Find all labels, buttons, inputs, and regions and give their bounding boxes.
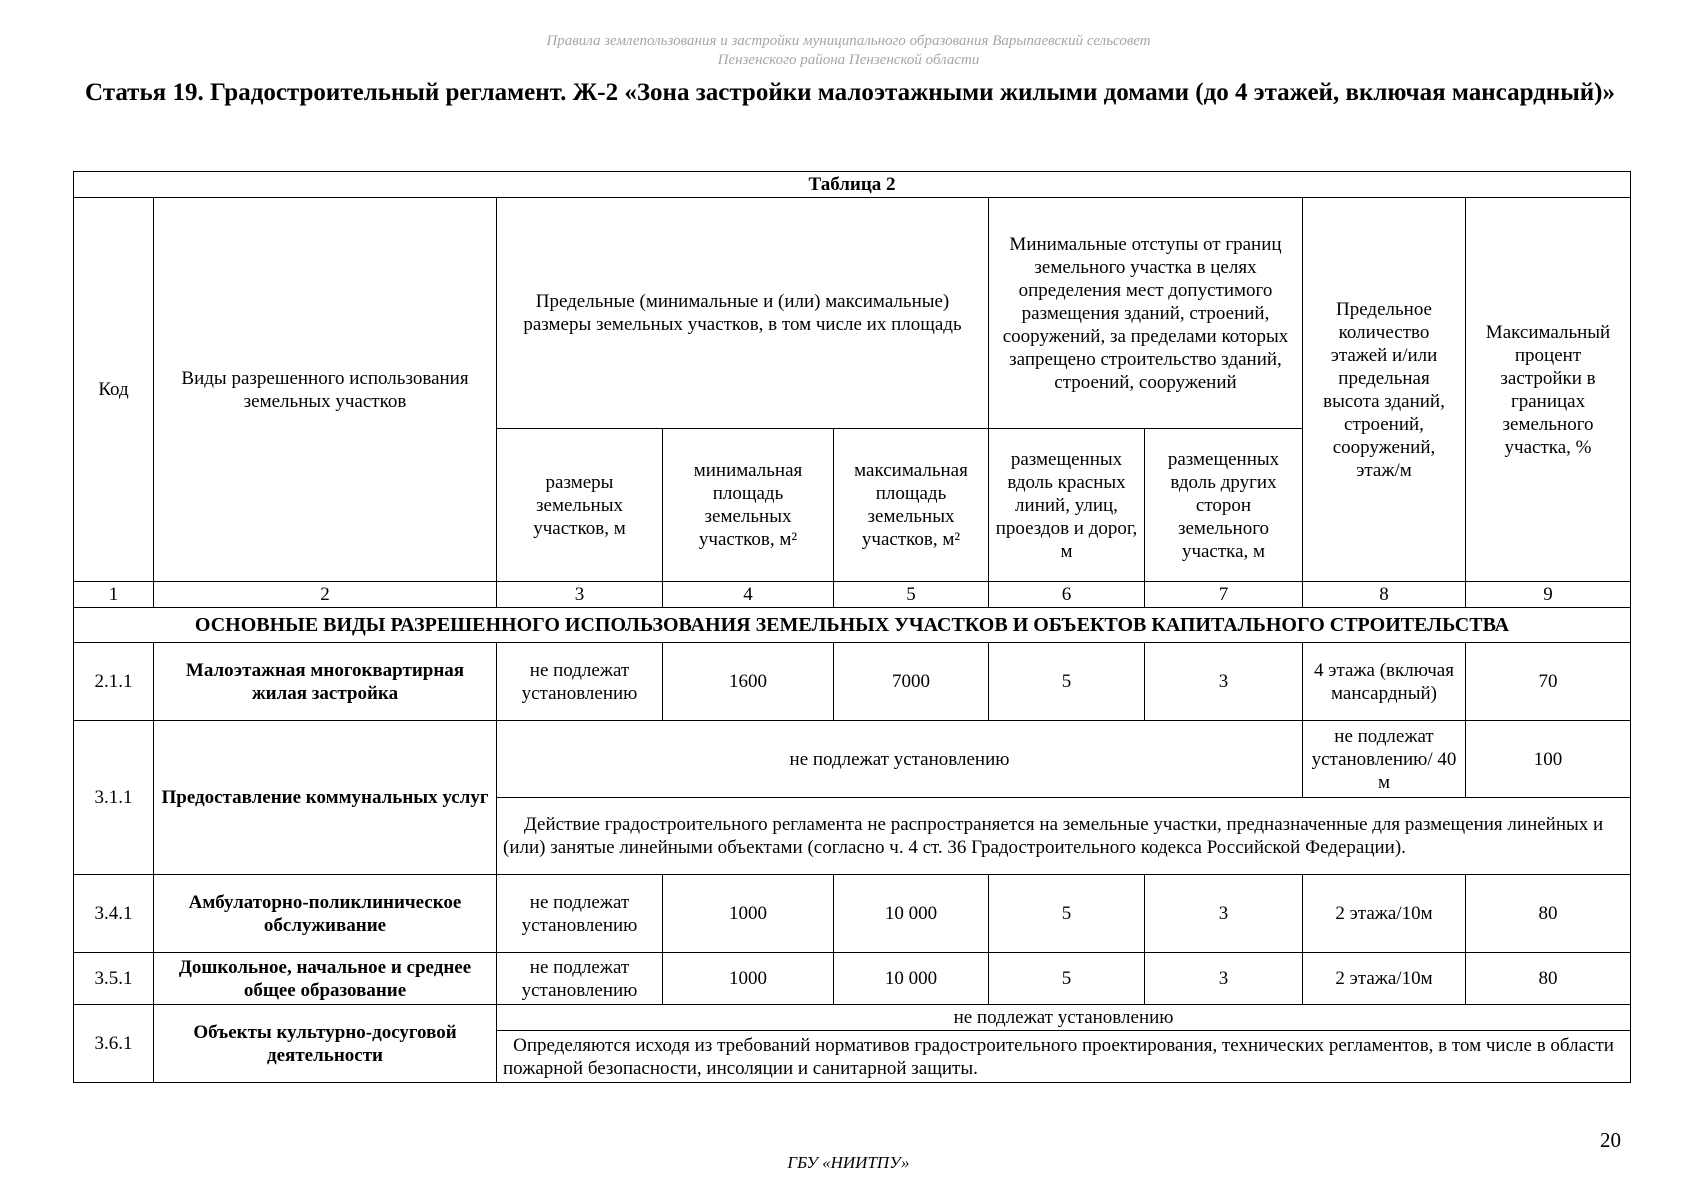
row-use-name: Малоэтажная многоквартирная жилая застройка [154, 643, 497, 721]
row-coverage: 80 [1466, 875, 1631, 953]
document-running-header [0, 32, 1697, 70]
column-number: 4 [663, 582, 834, 608]
row-code: 3.6.1 [74, 1005, 154, 1083]
row-offset-red-lines: 5 [989, 875, 1145, 953]
row-min-area: 1600 [663, 643, 834, 721]
header-code: Код [74, 198, 154, 582]
column-number: 3 [497, 582, 663, 608]
row-min-area: 1000 [663, 875, 834, 953]
row-code: 3.5.1 [74, 953, 154, 1005]
row-use-name: Объекты культурно-досуговой деятельности [154, 1005, 497, 1083]
column-number: 7 [1145, 582, 1303, 608]
column-number: 8 [1303, 582, 1466, 608]
row-floors: 2 этажа/10м [1303, 953, 1466, 1005]
row-code: 3.1.1 [74, 721, 154, 875]
header-min-area: минимальная площадь земельных участков, м² [663, 429, 834, 582]
row-offset-red-lines: 5 [989, 643, 1145, 721]
column-number: 9 [1466, 582, 1631, 608]
row-floors: 4 этажа (включая мансардный) [1303, 643, 1466, 721]
header-floors: Предельное количество этажей и/или предельная высота зданий, строений, сооружений, этаж/м [1303, 198, 1466, 582]
row-plot-size: не подлежат установлению [497, 953, 663, 1005]
header-plot-parameters: Предельные (минимальные и (или) максимальные) размеры земельных участков, в том числе их площадь [497, 198, 989, 429]
article-title: Статья 19. Градостроительный регламент. Ж-2 «Зона застройки малоэтажными жилыми домами (до 4 этажей, включая мансардный)» [85, 79, 1615, 106]
row-use-name: Предоставление коммунальных услуг [154, 721, 497, 875]
table-row [74, 1005, 1631, 1031]
row-code: 3.4.1 [74, 875, 154, 953]
header-max-area: максимальная площадь земельных участков, м² [834, 429, 989, 582]
row-min-area: 1000 [663, 953, 834, 1005]
row-max-area: 7000 [834, 643, 989, 721]
header-offset-other: размещенных вдоль других сторон земельного участка, м [1145, 429, 1303, 582]
row-merged-value: не подлежат установлению [497, 721, 1303, 798]
header-plot-size: размеры земельных участков, м [497, 429, 663, 582]
running-header-line-1: Правила землепользования и застройки муниципального образования Варыпаевский сельсовет [546, 33, 1151, 49]
row-code: 2.1.1 [74, 643, 154, 721]
header-coverage: Максимальный процент застройки в границах земельного участка, % [1466, 198, 1631, 582]
row-offset-red-lines: 5 [989, 953, 1145, 1005]
row-floors: 2 этажа/10м [1303, 875, 1466, 953]
table-row [74, 721, 1631, 798]
row-coverage: 80 [1466, 953, 1631, 1005]
row-max-area: 10 000 [834, 953, 989, 1005]
header-use: Виды разрешенного использования земельных участков [154, 198, 497, 582]
table-row [74, 643, 1631, 721]
row-note: Действие градостроительного регламента не распространяется на земельные участки, предназначенные для размещения линейных и (или) занятые линейными объектами (согласно ч. 4 ст. 36 Градостроительного кодекса Российской Федерации). [497, 798, 1631, 875]
column-number: 6 [989, 582, 1145, 608]
row-offset-other: 3 [1145, 643, 1303, 721]
column-number: 5 [834, 582, 989, 608]
row-coverage: 100 [1466, 721, 1631, 798]
table-row [74, 953, 1631, 1005]
table-row [74, 875, 1631, 953]
page-footer: ГБУ «НИИТПУ» [787, 1153, 910, 1172]
column-number: 2 [154, 582, 497, 608]
page-number: 20 [1600, 1128, 1621, 1152]
column-number: 1 [74, 582, 154, 608]
row-offset-other: 3 [1145, 875, 1303, 953]
row-note: Определяются исходя из требований нормативов градостроительного проектирования, технических регламентов, в том числе в области пожарной безопасности, инсоляции и санитарной защиты. [497, 1031, 1631, 1083]
running-header-line-2: Пензенского района Пензенской области [717, 52, 980, 68]
header-minimum-offsets: Минимальные отступы от границ земельного участка в целях определения мест допустимого размещения зданий, строений, сооружений, за пределами которых запрещено строительство зданий, строений, сооружений [989, 198, 1303, 429]
row-coverage: 70 [1466, 643, 1631, 721]
table-label: Таблица 2 [74, 172, 1631, 198]
row-merged-value: не подлежат установлению [497, 1005, 1631, 1031]
row-offset-other: 3 [1145, 953, 1303, 1005]
section-title: ОСНОВНЫЕ ВИДЫ РАЗРЕШЕННОГО ИСПОЛЬЗОВАНИЯ ЗЕМЕЛЬНЫХ УЧАСТКОВ И ОБЪЕКТОВ КАПИТАЛЬНОГО СТРОИТЕЛЬСТВА [74, 608, 1631, 643]
row-plot-size: не подлежат установлению [497, 643, 663, 721]
row-use-name: Амбулаторно-поликлиническое обслуживание [154, 875, 497, 953]
row-plot-size: не подлежат установлению [497, 875, 663, 953]
regulation-table [73, 171, 1631, 1083]
row-floors: не подлежат установлению/ 40 м [1303, 721, 1466, 798]
header-offset-red-lines: размещенных вдоль красных линий, улиц, проездов и дорог, м [989, 429, 1145, 582]
row-max-area: 10 000 [834, 875, 989, 953]
row-use-name: Дошкольное, начальное и среднее общее образование [154, 953, 497, 1005]
